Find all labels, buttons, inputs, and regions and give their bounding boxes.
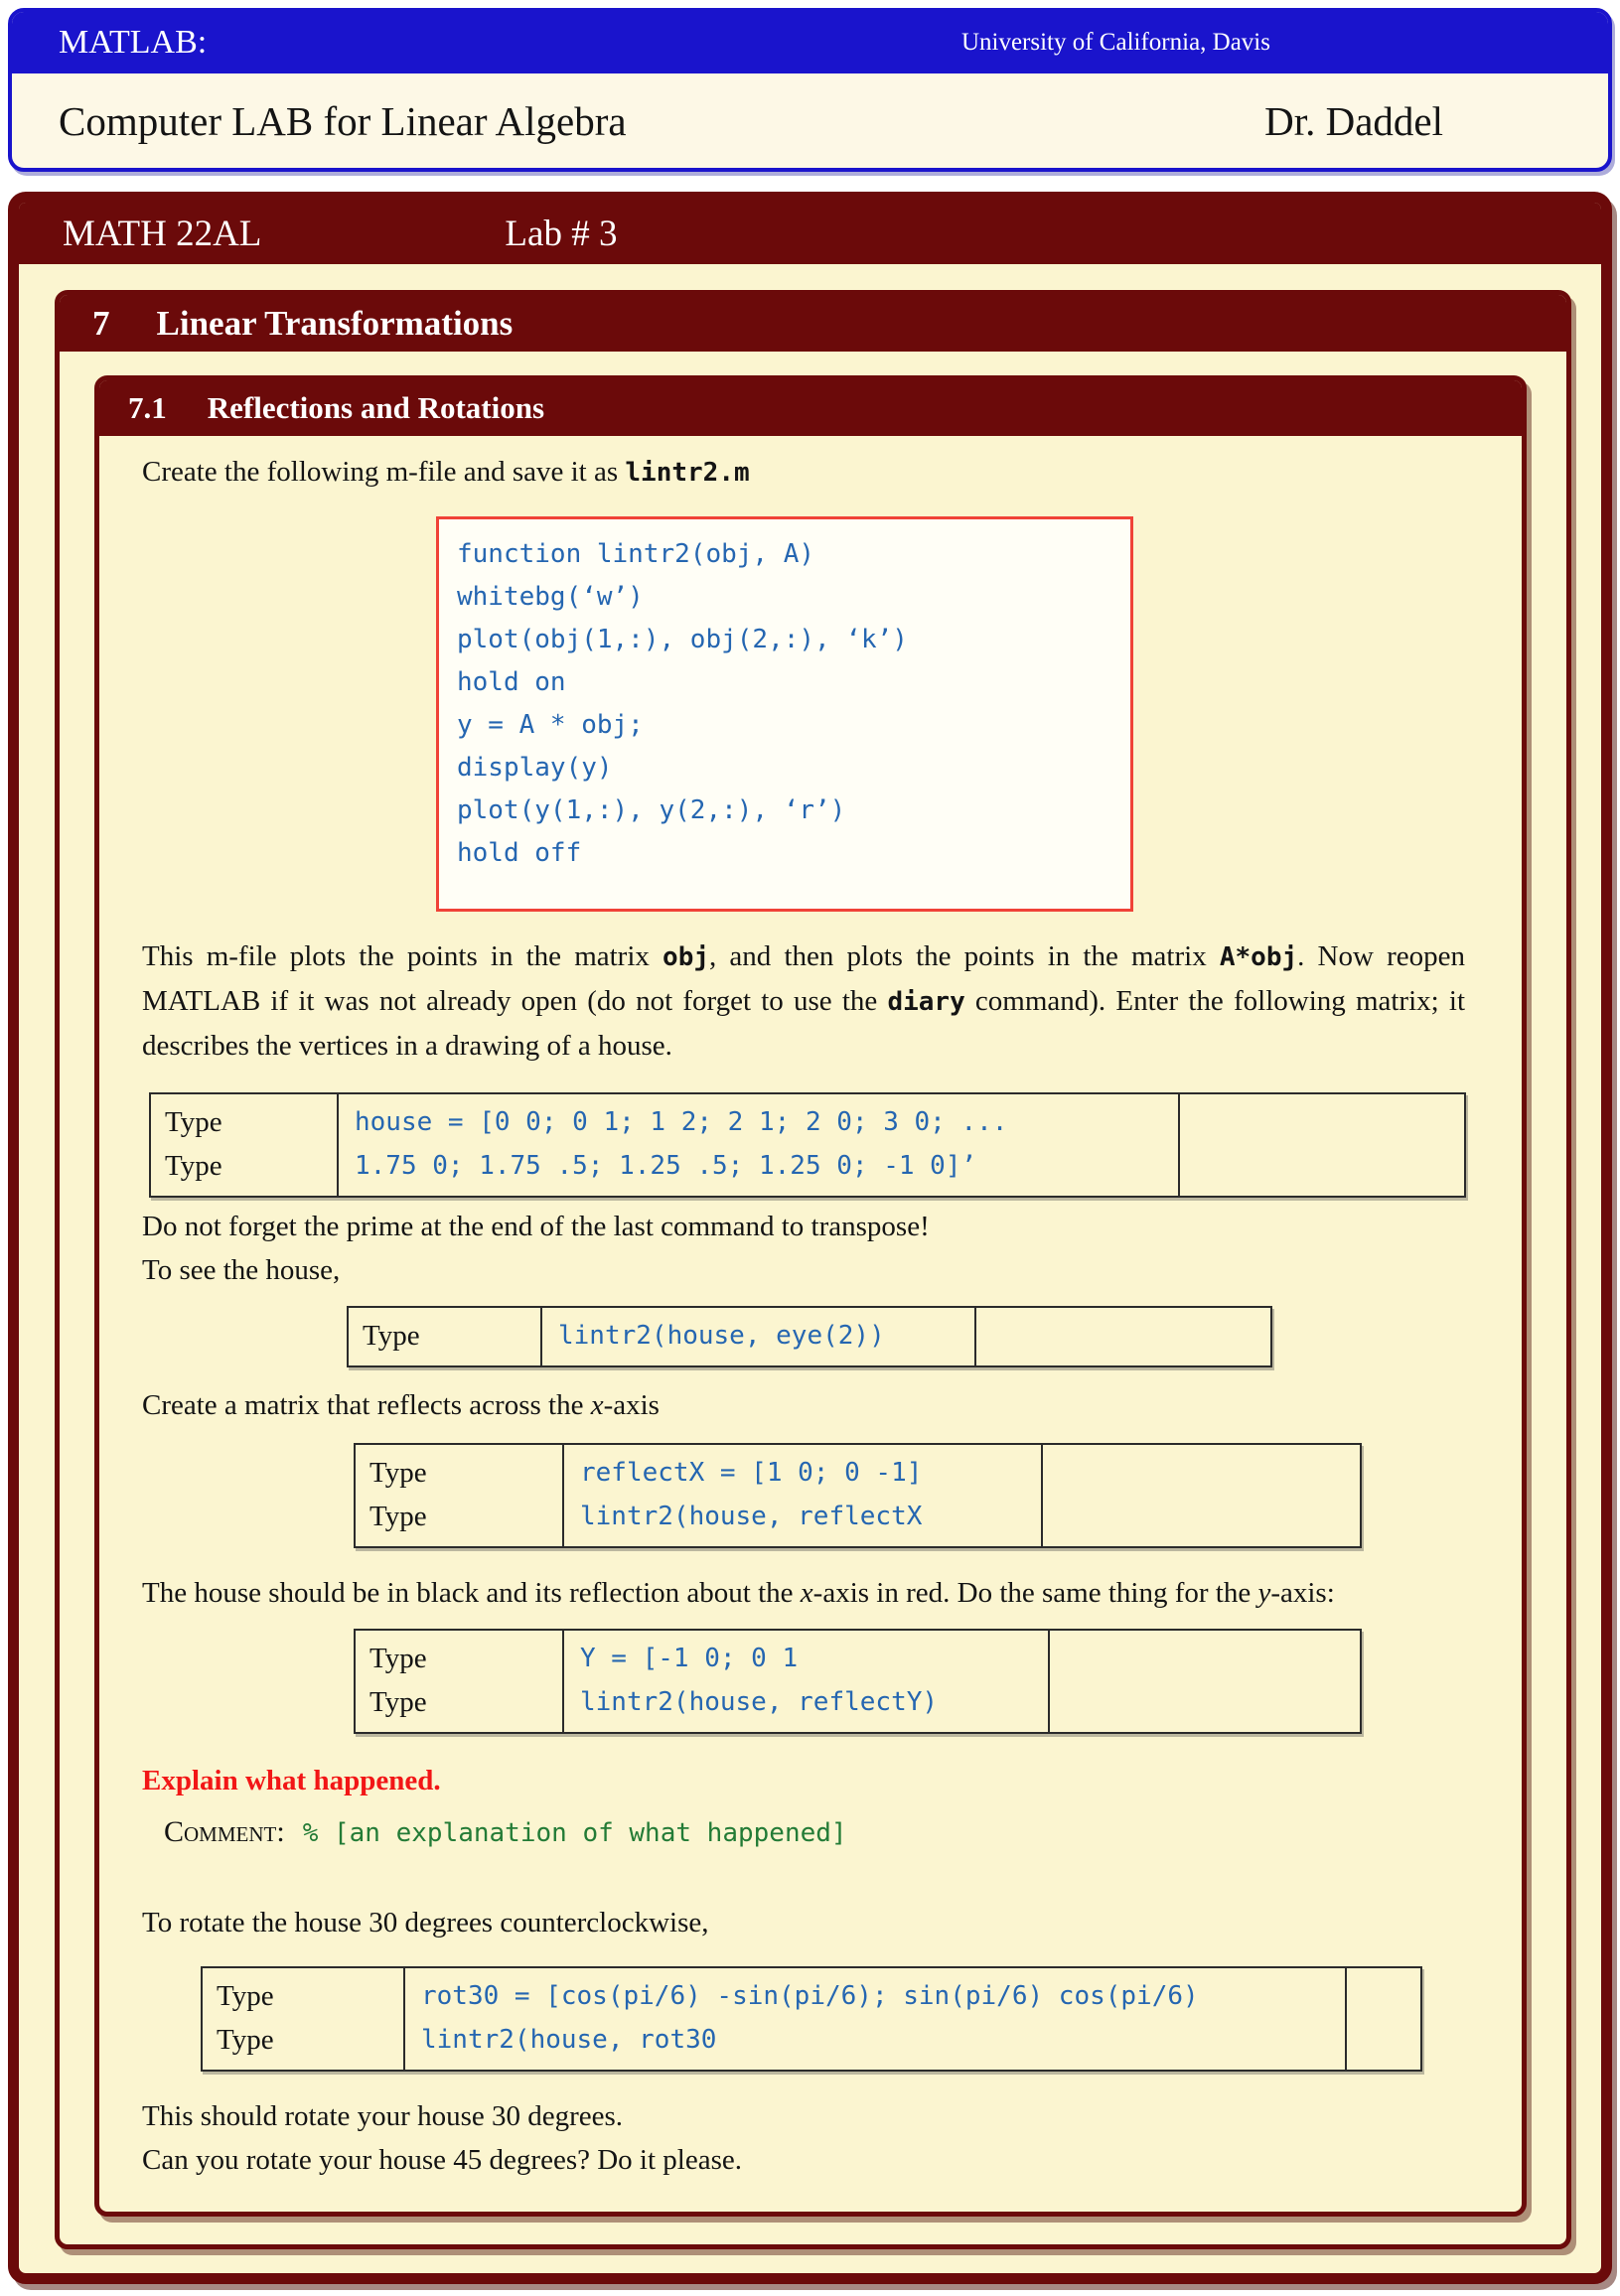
paragraph-mfile-description — [142, 934, 1465, 1068]
course-title: Computer LAB for Linear Algebra — [59, 97, 627, 144]
empty-cell — [1346, 1967, 1421, 2071]
app-title: MATLAB: — [59, 24, 208, 61]
section-card — [55, 290, 1571, 2249]
header-card — [8, 8, 1612, 172]
mfile-code-box — [436, 516, 1133, 912]
lab-card — [8, 192, 1612, 2284]
table-row — [355, 1444, 1361, 1547]
code-line: plot(y(1,:), y(2,:), ‘r’) — [457, 795, 846, 825]
command-text: lintr2(house, eye(2)) — [558, 1321, 885, 1351]
inline-code: obj — [663, 942, 710, 972]
type-label: Type — [217, 1980, 274, 2012]
code-line: y = A * obj; — [457, 710, 644, 740]
command-table-rot30 — [201, 1966, 1422, 2072]
code-line: function lintr2(obj, A) — [457, 539, 815, 569]
command-table-reflecty — [354, 1629, 1362, 1734]
type-label-cell — [150, 1093, 338, 1197]
comment-label: Comment: — [164, 1815, 285, 1848]
empty-cell — [1179, 1093, 1465, 1197]
table-row — [202, 1967, 1421, 2071]
see-house-line: To see the house, — [142, 1254, 341, 1286]
type-label-cell — [202, 1967, 404, 2071]
section-header — [60, 295, 1566, 352]
comment-placeholder: % [an explanation of what happened] — [302, 1818, 847, 1848]
paragraph-reflection — [142, 1571, 1465, 1615]
empty-cell — [975, 1307, 1271, 1366]
text-segment: Create a matrix that reflects across the — [142, 1389, 591, 1421]
table-row — [150, 1093, 1465, 1197]
text-segment: -axis in red. Do the same thing for the — [812, 1577, 1258, 1609]
inline-code: lintr2.m — [625, 458, 750, 488]
text-segment: This m-file plots the points in the matrix — [142, 940, 663, 972]
type-label: Type — [369, 1457, 427, 1489]
intro-line — [142, 450, 1478, 495]
header-body — [12, 73, 1608, 168]
type-label-cell — [355, 1444, 563, 1547]
course-code: MATH 22AL — [63, 213, 262, 254]
type-label: Type — [165, 1106, 222, 1138]
command-cell — [563, 1630, 1049, 1733]
text-segment: The house should be in black and its reflection about the — [142, 1577, 801, 1609]
command-cell — [338, 1093, 1179, 1197]
prime-note: Do not forget the prime at the end of the last command to transpose! — [142, 1211, 930, 1242]
table-row — [355, 1630, 1361, 1733]
math-var: y — [1257, 1577, 1271, 1609]
code-line: hold on — [457, 667, 566, 697]
subsection-title: Reflections and Rotations — [207, 390, 545, 425]
section-number: 7 — [92, 303, 110, 343]
section-body — [60, 352, 1566, 2244]
empty-cell — [1049, 1630, 1361, 1733]
lab-body — [19, 264, 1601, 2273]
command-text: rot30 = [cos(pi/6) -sin(pi/6); sin(pi/6) cos(pi/6) — [421, 1981, 1199, 2011]
inline-code: diary — [887, 987, 965, 1017]
rotate-line: To rotate the house 30 degrees counterclockwise, — [142, 1907, 709, 1938]
code-line: plot(obj(1,:), obj(2,:), ‘k’) — [457, 625, 908, 654]
rotate-challenge-line: Can you rotate your house 45 degrees? Do it please. — [142, 2144, 742, 2176]
inline-code: A*obj — [1219, 942, 1298, 972]
type-label: Type — [217, 2024, 274, 2056]
text-segment: command). Enter the following matrix; it describes the vertices in a drawing of a house. — [142, 985, 1466, 1062]
section-title: Linear Transformations — [156, 303, 514, 343]
command-text: house = [0 0; 0 1; 1 2; 2 1; 2 0; 3 0; ... — [355, 1107, 1008, 1137]
command-cell — [541, 1307, 975, 1366]
header-title-bar — [12, 12, 1608, 73]
type-label: Type — [369, 1686, 427, 1718]
text-segment: , and then plots the points in the matrix — [709, 940, 1220, 972]
type-label-cell — [348, 1307, 541, 1366]
command-cell — [563, 1444, 1042, 1547]
empty-cell — [1042, 1444, 1361, 1547]
type-label: Type — [369, 1501, 427, 1532]
command-cell — [404, 1967, 1346, 2071]
command-table-reflectx — [354, 1443, 1362, 1548]
command-text: Y = [-1 0; 0 1 — [580, 1644, 799, 1673]
math-var: x — [590, 1389, 604, 1421]
type-label: Type — [165, 1150, 222, 1182]
reflect-x-line — [142, 1383, 1478, 1427]
command-text: lintr2(house, reflectX — [580, 1502, 923, 1531]
mfile-code-lines — [457, 533, 1112, 875]
command-text: lintr2(house, reflectY) — [580, 1687, 939, 1717]
text-segment: . Now reopen MATLAB if it was not already open (do not forget to use the — [142, 940, 1465, 1017]
code-line: whitebg(‘w’) — [457, 582, 644, 612]
command-table-house — [149, 1092, 1466, 1198]
subsection-body — [99, 436, 1522, 2212]
type-label: Type — [363, 1320, 420, 1352]
text-segment: Create the following m-file and save it as — [142, 456, 626, 488]
code-line: hold off — [457, 838, 582, 868]
lab-number: Lab # 3 — [505, 213, 618, 254]
instructor-name: Dr. Daddel — [1264, 97, 1443, 144]
code-line: display(y) — [457, 753, 613, 783]
subsection-number: 7.1 — [128, 390, 167, 425]
math-var: x — [800, 1577, 813, 1609]
university-name: University of California, Davis — [960, 29, 1270, 56]
lab-title-bar — [19, 203, 1601, 264]
explain-prompt: Explain what happened. — [142, 1765, 441, 1796]
subsection-card — [94, 375, 1527, 2217]
text-segment: -axis — [603, 1389, 660, 1421]
command-text: lintr2(house, rot30 — [421, 2025, 717, 2055]
rotate-result-line: This should rotate your house 30 degrees. — [142, 2100, 624, 2132]
subsection-header — [99, 380, 1522, 436]
table-row — [348, 1307, 1271, 1366]
type-label: Type — [369, 1643, 427, 1674]
command-table-identity — [347, 1306, 1272, 1367]
type-label-cell — [355, 1630, 563, 1733]
command-text: reflectX = [1 0; 0 -1] — [580, 1458, 923, 1488]
text-segment: -axis: — [1270, 1577, 1335, 1609]
command-text: 1.75 0; 1.75 .5; 1.25 .5; 1.25 0; -1 0]’ — [355, 1151, 977, 1181]
comment-line — [142, 1815, 1478, 1849]
spacer — [8, 172, 1612, 192]
